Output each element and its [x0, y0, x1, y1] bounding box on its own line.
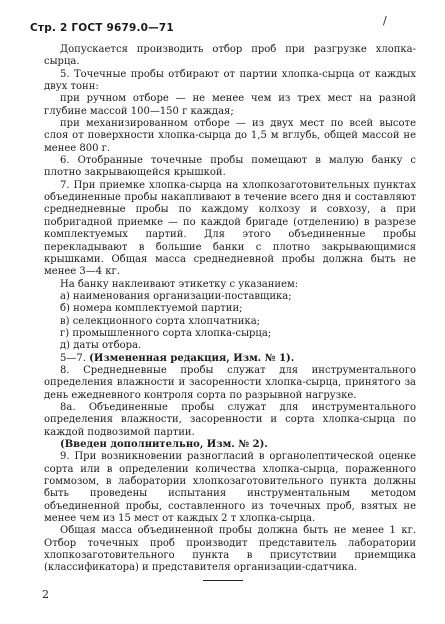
- amendment-note-1: [44, 353, 416, 365]
- amendment-1-text: (Измененная редакция, Изм. № 1).: [89, 352, 295, 364]
- list-item-g: г) промышленного сорта хлопка-сырца;: [60, 327, 272, 339]
- paragraph-total-mass: Общая масса объединенной пробы должна быть не менее 1 кг. Отбор точечных проб производит представитель лаборатории хлопкозаготовительного пункта в присутствии приемщика (классификатора) и представителя организации-сдатчика.: [44, 525, 416, 574]
- amendment-note-2: (Введен дополнительно, Изм. № 2).: [60, 439, 268, 450]
- list-item-d: д) даты отбора.: [60, 340, 142, 352]
- paragraph-8a: 8а. Объединенные пробы служат для инструментального определения влажности, засоренности и сорта хлопка-сырца по каждой подвозимой партии.: [44, 401, 416, 438]
- paragraph-6: 6. Отобранные точечные пробы помещают в малую банку с плотно закрывающейся крышкой.: [44, 155, 416, 179]
- paragraph-9: 9. При возникновении разногласий в органолептической оценке сорта или в определении количества хлопка-сырца, пораженного гоммозом, в лаборатории хлопкозаготовительного пункта должны быть проведены испытания инструментальным методом объединенной пробы, составленного из точечных проб, взятых не менее чем из 15 мест от каждых 2 т хлопка-сырца.: [44, 451, 416, 525]
- running-head: Стр. 2 ГОСТ 9679.0—71: [30, 22, 174, 34]
- list-item-a: а) наименования организации-поставщика;: [60, 290, 292, 302]
- paragraph-5-manual: при ручном отборе — не менее чем из трех мест на разной глубине массой 100—150 г каждая;: [44, 93, 416, 117]
- list-item-b: б) номера комплектуемой партии;: [60, 303, 243, 315]
- paragraph-7: 7. При приемке хлопка-сырца на хлопкозаготовительных пунктах объединенные пробы накапливают в течение всего дня и составляют среднедневные пробы по каждому колхозу и совхозу, а при побригадной приемке — по каждой бригаде (отделению) в разрезе комплектуемых партий. Для этого объединенные пробы перекладывают в большие банки с плотно закрывающимися крышками. Общая масса среднедневной пробы должна быть не менее 3—4 кг.: [44, 179, 416, 278]
- paragraph-5-mechanized: при механизированном отборе — из двух мест по всей высоте слоя от поверхности хлопка-сырца до 1,5 м вглубь, общей массой не менее 800 г.: [44, 118, 416, 154]
- list-item-v: в) селекционного сорта хлопчатника;: [60, 315, 261, 327]
- page-number: 2: [42, 588, 49, 601]
- paragraph-8: 8. Среднедневные пробы служат для инструментального определения влажности и засоренности хлопка-сырца, принятого за день ежедневного контроля сорта по разрывной нагрузке.: [44, 364, 416, 401]
- document-body: [44, 44, 416, 575]
- amendment-1-prefix: 5—7.: [60, 352, 86, 364]
- footer-divider: [203, 580, 243, 581]
- paragraph-label-intro: На банку наклеивают этикетку с указанием:: [60, 278, 299, 290]
- paragraph-intro: Допускается производить отбор проб при разгрузке хлопка-сырца.: [44, 44, 416, 68]
- paragraph-5: 5. Точечные пробы отбирают от партии хлопка-сырца от каждых двух тонн:: [44, 68, 416, 93]
- corner-mark: /: [383, 14, 387, 27]
